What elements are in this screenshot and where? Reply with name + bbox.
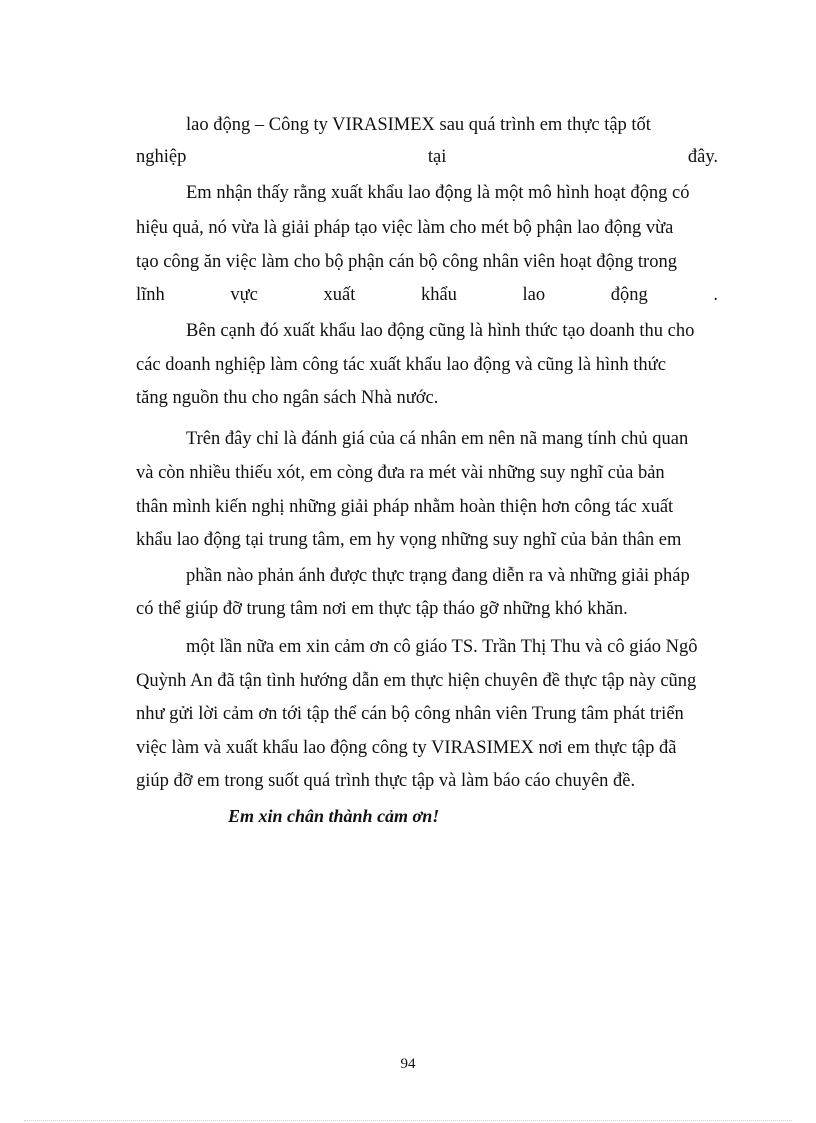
word: động xyxy=(610,285,648,305)
paragraph-4-line-3: thân mình kiến nghị những giải pháp nhằm hoàn thiện hơn công tác xuất xyxy=(136,497,674,517)
word: . xyxy=(713,285,718,305)
paragraph-6-line-5: giúp đỡ em trong suốt quá trình thực tập và làm báo cáo chuyên đề. xyxy=(136,771,636,791)
paragraph-2-line-1: Em nhận thấy rằng xuất khẩu lao động là một mô hình hoạt động có xyxy=(186,183,690,203)
paragraph-5-line-1: phần nào phản ánh được thực trạng đang diễn ra và những giải pháp xyxy=(186,566,690,586)
paragraph-6-line-4: việc làm và xuất khẩu lao động công ty VIRASIMEX nơi em thực tập đã xyxy=(136,738,677,758)
paragraph-5-line-2: có thể giúp đỡ trung tâm nơi em thực tập tháo gỡ những khó khăn. xyxy=(136,599,628,619)
paragraph-3-line-2: các doanh nghiệp làm công tác xuất khẩu lao động và cũng là hình thức xyxy=(136,355,666,375)
closing-thanks: Em xin chân thành cảm ơn! xyxy=(228,806,440,826)
page-number: 94 xyxy=(400,1056,416,1072)
paragraph-4-line-4: khẩu lao động tại trung tâm, em hy vọng những suy nghĩ của bản thân em xyxy=(136,530,682,550)
word: xuất xyxy=(323,285,356,305)
word: lao xyxy=(522,285,546,305)
paragraph-1-line-2 xyxy=(136,146,718,168)
word: đây. xyxy=(687,147,718,167)
paragraph-6-line-3: như gửi lời cảm ơn tới tập thể cán bộ công nhân viên Trung tâm phát triển xyxy=(136,704,684,724)
paragraph-1-line-1: lao động – Công ty VIRASIMEX sau quá trình em thực tập tốt xyxy=(186,115,651,135)
word: tại xyxy=(427,147,447,167)
paragraph-6-line-1: một lần nữa em xin cảm ơn cô giáo TS. Trần Thị Thu và cô giáo Ngô xyxy=(186,637,698,657)
paragraph-4-line-2: và còn nhiều thiếu xót, em còng đưa ra mét vài những suy nghĩ của bản xyxy=(136,463,665,483)
paragraph-2-line-3: tạo công ăn việc làm cho bộ phận cán bộ công nhân viên hoạt động trong xyxy=(136,252,677,272)
paragraph-2-line-4 xyxy=(136,284,718,306)
word: nghiệp xyxy=(136,147,187,167)
paragraph-3-line-3: tăng nguồn thu cho ngân sách Nhà nước. xyxy=(136,388,439,408)
word: khẩu xyxy=(420,285,457,305)
page-bottom-divider xyxy=(24,1120,792,1121)
word: lĩnh xyxy=(136,285,165,305)
paragraph-2-line-2: hiệu quả, nó vừa là giải pháp tạo việc làm cho mét bộ phận lao động vừa xyxy=(136,218,674,238)
word: vực xyxy=(230,285,258,305)
paragraph-3-line-1: Bên cạnh đó xuất khẩu lao động cũng là hình thức tạo doanh thu cho xyxy=(186,321,695,341)
paragraph-6-line-2: Quỳnh An đã tận tình hướng dẫn em thực hiện chuyên đề thực tập này cũng xyxy=(136,671,697,691)
paragraph-4-line-1: Trên đây chỉ là đánh giá của cá nhân em nên nã mang tính chủ quan xyxy=(186,429,689,449)
